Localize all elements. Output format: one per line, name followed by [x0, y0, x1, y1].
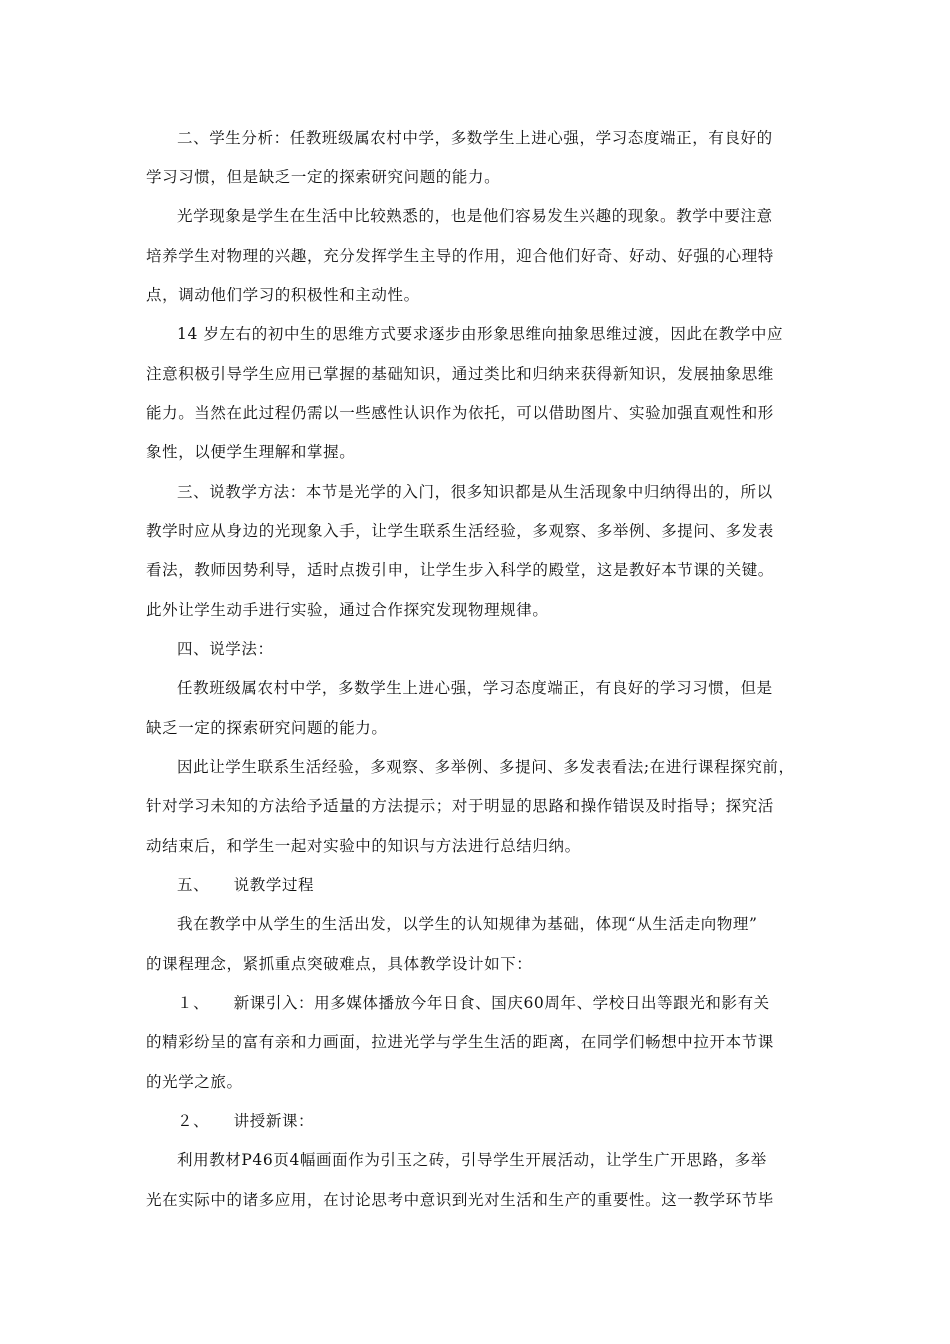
text-line: 二、学生分析：任教班级属农村中学，多数学生上进心强，学习态度端正，有良好的: [177, 129, 773, 147]
text-line: 象性，以便学生理解和掌握。: [146, 443, 356, 461]
text-line: 注意积极引导学生应用已掌握的基础知识，通过类比和归纳来获得新知识，发展抽象思维: [146, 365, 774, 383]
text-line: 点，调动他们学习的积极性和主动性。: [146, 286, 420, 304]
text-line: 光学现象是学生在生活中比较熟悉的，也是他们容易发生兴趣的现象。教学中要注意: [177, 207, 773, 225]
text-line: 教学时应从身边的光现象入手，让学生联系生活经验，多观察、多举例、多提问、多发表: [146, 522, 774, 540]
text-line: 培养学生对物理的兴趣，充分发挥学生主导的作用，迎合他们好奇、好动、好强的心理特: [146, 247, 774, 265]
text-line: 利用教材P46页4幅画面作为引玉之砖，引导学生开展活动，让学生广开思路，多举: [177, 1151, 767, 1169]
text-line: 动结束后，和学生一起对实验中的知识与方法进行总结归纳。: [146, 837, 581, 855]
text-line: １、 新课引入：用多媒体播放今年日食、国庆60周年、学校日出等跟光和影有关: [177, 994, 770, 1012]
text-line: 看法，教师因势利导，适时点拨引申，让学生步入科学的殿堂，这是教好本节课的关键。: [146, 561, 774, 579]
text-line: 我在教学中从学生的生活出发，以学生的认知规律为基础，体现“从生活走向物理”: [177, 915, 758, 933]
text-line: 光在实际中的诸多应用，在讨论思考中意识到光对生活和生产的重要性。这一教学环节毕: [146, 1191, 774, 1209]
text-line: 任教班级属农村中学，多数学生上进心强，学习态度端正，有良好的学习习惯，但是: [177, 679, 773, 697]
text-line: 的课程理念，紧抓重点突破难点，具体教学设计如下：: [146, 955, 533, 973]
text-line: 针对学习未知的方法给予适量的方法提示；对于明显的思路和操作错误及时指导；探究活: [146, 797, 774, 815]
text-line: 因此让学生联系生活经验，多观察、多举例、多提问、多发表看法;在进行课程探究前，: [177, 758, 795, 776]
text-line: ２、 讲授新课：: [177, 1112, 315, 1130]
text-line: 四、说学法：: [177, 640, 274, 658]
text-line: 的光学之旅。: [146, 1073, 243, 1091]
text-line: 14 岁左右的初中生的思维方式要求逐步由形象思维向抽象思维过渡，因此在教学中应: [177, 325, 784, 343]
text-line: 的精彩纷呈的富有亲和力画面，拉进光学与学生生活的距离，在同学们畅想中拉开本节课: [146, 1033, 774, 1051]
text-line: 此外让学生动手进行实验，通过合作探究发现物理规律。: [146, 601, 549, 619]
text-line: 五、 说教学过程: [177, 876, 315, 894]
text-line: 三、说教学方法：本节是光学的入门，很多知识都是从生活现象中归纳得出的，所以: [177, 483, 773, 501]
text-line: 能力。当然在此过程仍需以一些感性认识作为依托，可以借助图片、实验加强直观性和形: [146, 404, 774, 422]
text-line: 学习习惯，但是缺乏一定的探索研究问题的能力。: [146, 168, 501, 186]
text-line: 缺乏一定的探索研究问题的能力。: [146, 719, 388, 737]
